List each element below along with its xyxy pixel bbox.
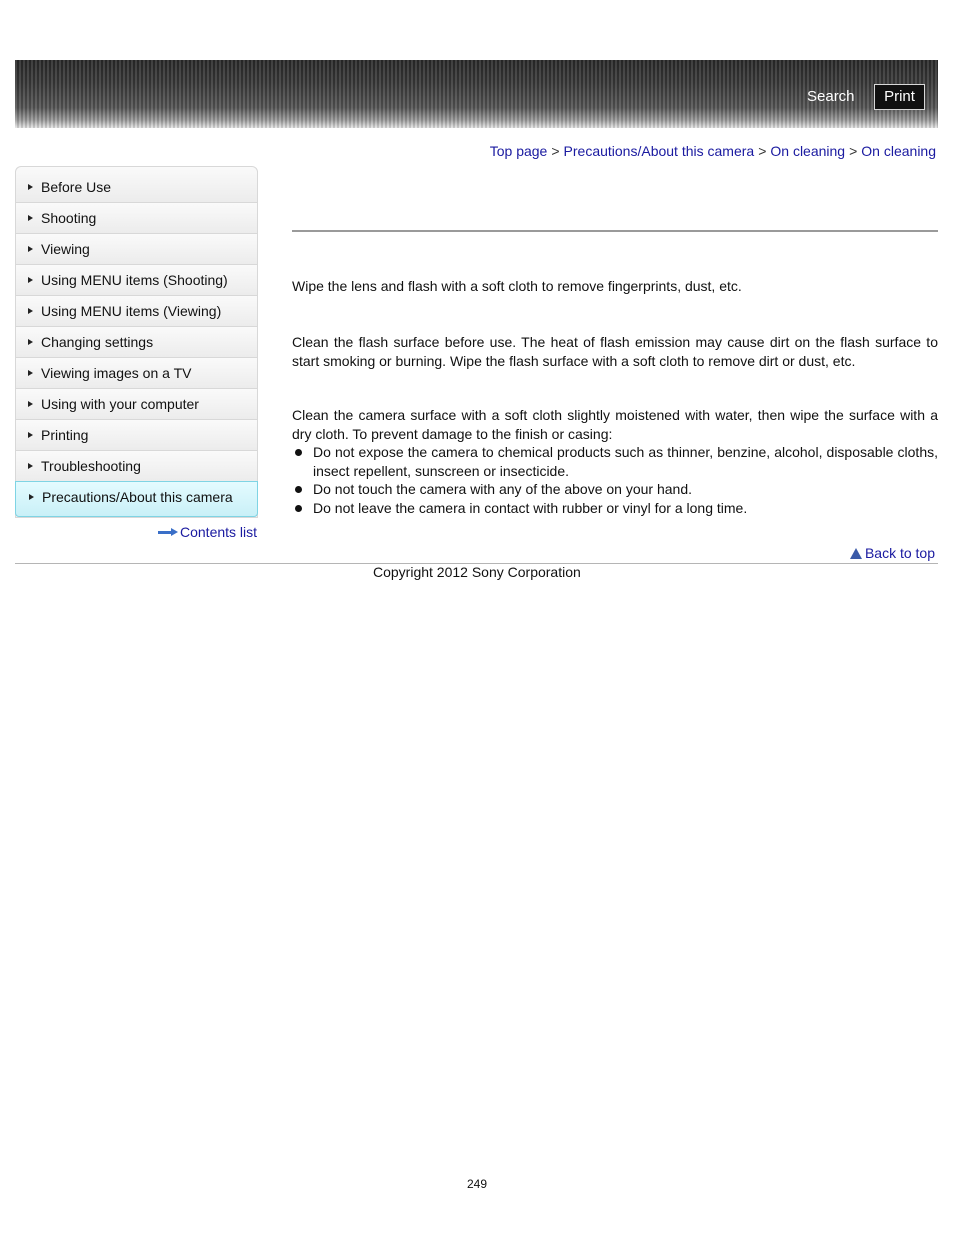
breadcrumb-separator: >	[758, 143, 767, 159]
sidebar-item-label: Shooting	[41, 210, 97, 226]
sidebar-item-label: Changing settings	[41, 334, 154, 350]
sidebar-item-label: Using with your computer	[41, 396, 199, 412]
arrow-right-icon	[28, 370, 33, 376]
breadcrumb-top-page[interactable]: Top page	[489, 143, 548, 159]
page-number: 249	[466, 1177, 488, 1191]
title-divider	[292, 230, 938, 232]
arrow-right-icon	[28, 184, 33, 190]
contents-list-label: Contents list	[180, 524, 258, 540]
sidebar-item-troubleshooting[interactable]	[16, 451, 257, 482]
back-to-top-link[interactable]	[850, 545, 935, 561]
sidebar-item-before-use[interactable]	[16, 167, 257, 203]
sidebar-item-label: Using MENU items (Shooting)	[41, 272, 228, 288]
arrow-right-icon	[29, 494, 34, 500]
breadcrumb	[490, 143, 936, 159]
arrow-right-icon	[28, 339, 33, 345]
sidebar-item-menu-viewing[interactable]	[16, 296, 257, 327]
breadcrumb-separator: >	[849, 143, 858, 159]
arrow-right-icon	[158, 528, 178, 537]
print-button[interactable]: Print	[874, 84, 925, 110]
sidebar-item-label: Using MENU items (Viewing)	[41, 303, 222, 319]
sidebar-item-changing-settings[interactable]	[16, 327, 257, 358]
sidebar-item-viewing[interactable]	[16, 234, 257, 265]
surface-section	[292, 406, 938, 517]
sidebar-item-label: Viewing images on a TV	[41, 365, 192, 381]
arrow-right-icon	[28, 463, 33, 469]
list-item: Do not touch the camera with any of the above on your hand.	[292, 480, 938, 499]
search-button[interactable]: Search	[807, 88, 855, 105]
sidebar-item-menu-shooting[interactable]	[16, 265, 257, 296]
arrow-right-icon	[28, 215, 33, 221]
breadcrumb-on-cleaning-page[interactable]: On cleaning	[861, 143, 936, 159]
lens-paragraph: Wipe the lens and flash with a soft cloth to remove fingerprints, dust, etc.	[292, 278, 742, 294]
sidebar-item-shooting[interactable]	[16, 203, 257, 234]
arrow-right-icon	[28, 246, 33, 252]
arrow-right-icon	[28, 308, 33, 314]
header-bar	[15, 60, 938, 128]
sidebar-item-label: Before Use	[41, 179, 112, 195]
list-item: Do not leave the camera in contact with rubber or vinyl for a long time.	[292, 499, 938, 518]
sidebar-item-label: Viewing	[41, 241, 90, 257]
breadcrumb-on-cleaning-section[interactable]: On cleaning	[770, 143, 846, 159]
sidebar-item-label: Printing	[41, 427, 89, 443]
sidebar-item-printing[interactable]	[16, 420, 257, 451]
contents-list-link[interactable]	[158, 524, 257, 540]
sidebar-nav	[15, 166, 258, 518]
arrow-right-icon	[28, 277, 33, 283]
back-to-top-label: Back to top	[864, 545, 935, 561]
arrow-right-icon	[28, 432, 33, 438]
breadcrumb-separator: >	[551, 143, 560, 159]
list-item: Do not expose the camera to chemical products such as thinner, benzine, alcohol, disposable cloths, insect repellent, sunscreen or insecticide.	[292, 443, 938, 480]
flash-paragraph: Clean the flash surface before use. The heat of flash emission may cause dirt on the flash surface to start smoking or burning. Wipe the flash surface with a soft cloth to remove dirt or dust, etc.	[292, 334, 938, 369]
precaution-list	[292, 443, 938, 517]
arrow-right-icon	[28, 401, 33, 407]
sidebar-item-precautions[interactable]	[15, 481, 258, 517]
arrow-up-icon	[850, 548, 862, 559]
breadcrumb-precautions[interactable]: Precautions/About this camera	[563, 143, 755, 159]
sidebar-item-label: Troubleshooting	[41, 458, 141, 474]
copyright-text: Copyright 2012 Sony Corporation	[373, 564, 581, 580]
sidebar-item-label: Precautions/About this camera	[42, 489, 233, 505]
sidebar-item-viewing-tv[interactable]	[16, 358, 257, 389]
surface-paragraph: Clean the camera surface with a soft cloth slightly moistened with water, then wipe the surface with a dry cloth. To prevent damage to the finish or casing:	[292, 407, 938, 442]
sidebar-item-computer[interactable]	[16, 389, 257, 420]
